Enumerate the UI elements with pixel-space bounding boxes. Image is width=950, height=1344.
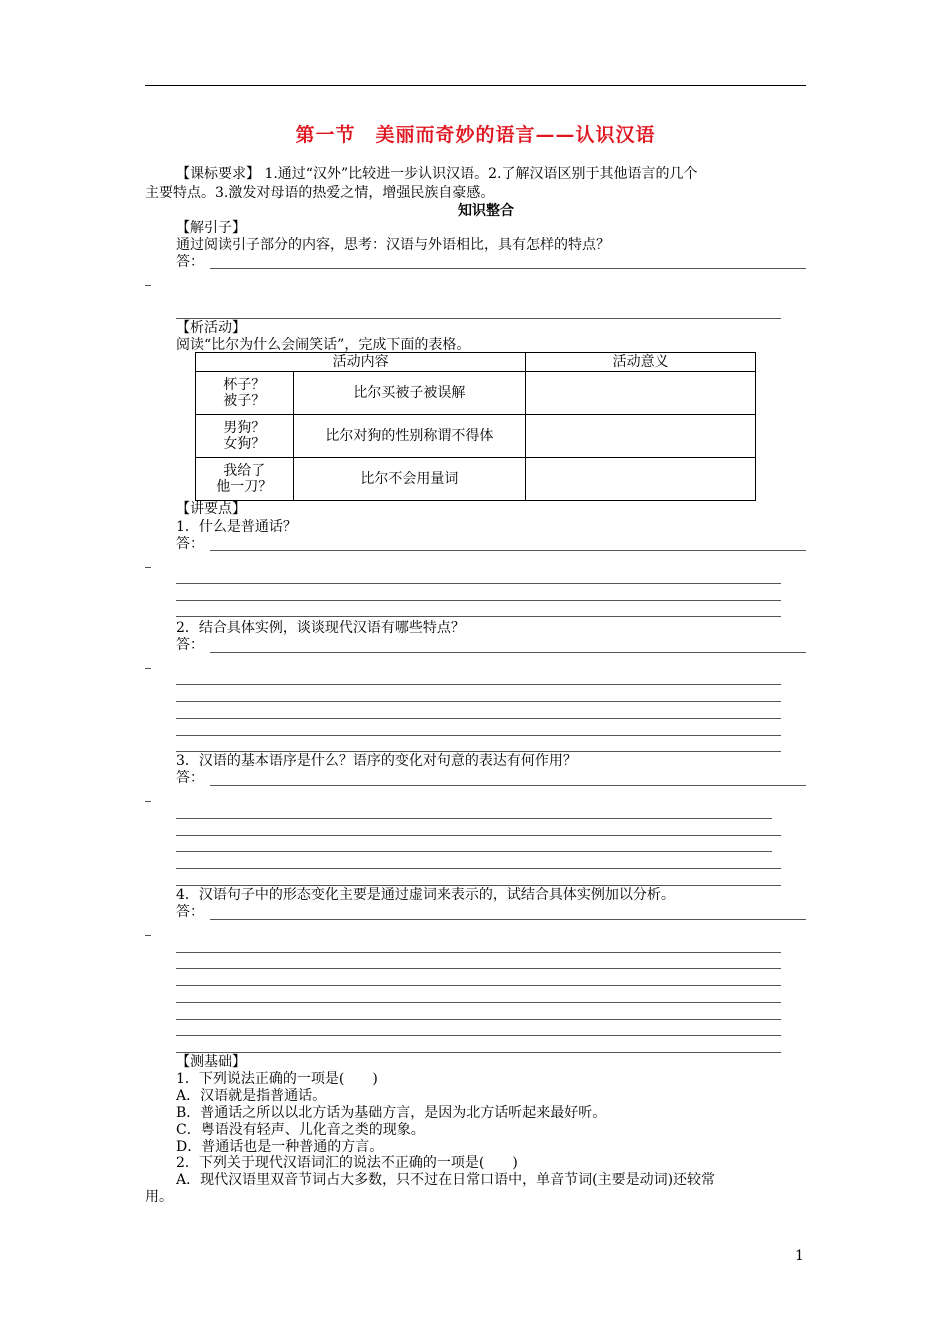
answer-line[interactable]: [210, 785, 806, 786]
activity-phrase: 男狗？ 女狗？: [196, 415, 294, 458]
answer-line[interactable]: [176, 735, 781, 736]
answer-line[interactable]: [176, 851, 772, 852]
answer-line[interactable]: [176, 751, 781, 752]
answer-line[interactable]: [210, 919, 806, 920]
activity-description: 比尔不会用量词: [293, 458, 526, 501]
answer-line[interactable]: [176, 1052, 781, 1053]
col-activity-content: 活动内容: [196, 353, 526, 372]
table-row: [196, 372, 756, 415]
test-option: A．现代汉语里双音节词占大多数，只不过在日常口语中，单音节词(主要是动词)还较常: [176, 1172, 716, 1188]
points-answer-label: 答：: [176, 536, 204, 552]
points-question-2: 2．结合具体实例，谈谈现代汉语有哪些特点？: [176, 620, 465, 636]
requirement-line-1: 【课标要求】 1.通过“汉外”比较进一步认识汉语。2.了解汉语区别于其他语言的几个: [176, 166, 698, 182]
answer-line-dash: [145, 285, 151, 286]
activity-heading: 【析活动】: [176, 320, 246, 336]
col-activity-meaning: 活动意义: [526, 353, 756, 372]
answer-line[interactable]: [176, 835, 781, 836]
test-option: C．粤语没有轻声、儿化音之类的现象。: [176, 1122, 425, 1138]
test-option: D．普通话也是一种普通的方言。: [176, 1139, 384, 1155]
activity-description: 比尔对狗的性别称谓不得体: [293, 415, 526, 458]
header-rule: [145, 85, 806, 86]
page-number: 1: [795, 1248, 804, 1264]
answer-line[interactable]: [176, 885, 781, 886]
points-question-1: 1．什么是普通话？: [176, 519, 297, 535]
intro-question: 通过阅读引子部分的内容，思考：汉语与外语相比，具有怎样的特点？: [176, 237, 610, 253]
answer-line[interactable]: [176, 701, 781, 702]
answer-line[interactable]: [210, 652, 806, 653]
activity-phrase: 杯子？ 被子？: [196, 372, 294, 415]
answer-line[interactable]: [176, 1002, 781, 1003]
answer-line[interactable]: [176, 868, 781, 869]
activity-instruction: 阅读“比尔为什么会闹笑话”，完成下面的表格。: [176, 337, 471, 353]
activity-phrase: 我给了 他一刀？: [196, 458, 294, 501]
answer-line[interactable]: [176, 600, 781, 601]
answer-line[interactable]: [176, 968, 781, 969]
answer-line[interactable]: [176, 818, 772, 819]
activity-meaning-cell[interactable]: [526, 372, 756, 415]
test-option-continuation: 用。: [145, 1189, 173, 1205]
answer-line-dash: [145, 935, 151, 936]
requirement-line-2: 主要特点。3.激发对母语的热爱之情，增强民族自豪感。: [145, 185, 495, 201]
table-header-row: [196, 353, 756, 372]
answer-line[interactable]: [210, 268, 806, 269]
answer-line[interactable]: [176, 1035, 781, 1036]
activity-description: 比尔买被子被误解: [293, 372, 526, 415]
answer-line[interactable]: [176, 952, 781, 953]
activity-meaning-cell[interactable]: [526, 415, 756, 458]
points-question-4: 4．汉语句子中的形态变化主要是通过虚词来表示的，试结合具体实例加以分析。: [176, 887, 675, 903]
points-answer-label: 答：: [176, 770, 204, 786]
answer-line[interactable]: [176, 616, 781, 617]
answer-line[interactable]: [210, 550, 806, 551]
answer-line[interactable]: [176, 718, 781, 719]
intro-heading: 【解引子】: [176, 220, 246, 236]
table-row: [196, 458, 756, 501]
points-heading: 【讲要点】: [176, 501, 246, 517]
section-heading: 知识整合: [458, 203, 514, 219]
points-answer-label: 答：: [176, 904, 204, 920]
answer-line[interactable]: [176, 1019, 781, 1020]
table-row: [196, 415, 756, 458]
answer-line[interactable]: [176, 985, 781, 986]
test-question-1: 1．下列说法正确的一项是( ): [176, 1071, 378, 1087]
answer-line[interactable]: [176, 583, 781, 584]
test-question-2: 2．下列关于现代汉语词汇的说法不正确的一项是( ): [176, 1155, 518, 1171]
test-option: B．普通话之所以以北方话为基础方言，是因为北方话听起来最好听。: [176, 1105, 607, 1121]
test-option: A．汉语就是指普通话。: [176, 1088, 327, 1104]
activity-meaning-cell[interactable]: [526, 458, 756, 501]
test-heading: 【测基础】: [176, 1054, 246, 1070]
answer-line[interactable]: [176, 684, 781, 685]
points-answer-label: 答：: [176, 637, 204, 653]
points-question-3: 3．汉语的基本语序是什么？语序的变化对句意的表达有何作用？: [176, 753, 577, 769]
answer-line[interactable]: [176, 318, 781, 319]
activity-table: [195, 352, 756, 501]
page-title: 第一节 美丽而奇妙的语言——认识汉语: [295, 124, 656, 146]
answer-line-dash: [145, 801, 151, 802]
answer-line-dash: [145, 567, 151, 568]
intro-answer-label: 答：: [176, 254, 204, 270]
answer-line-dash: [145, 668, 151, 669]
